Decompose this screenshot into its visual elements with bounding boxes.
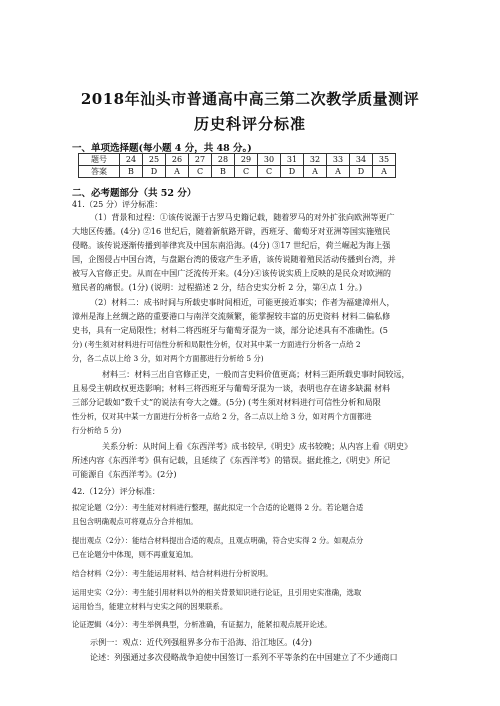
document-title: 2018年汕头市普通高中高三第二次教学质量测评: [80, 90, 420, 108]
answer-cell: B: [212, 166, 235, 178]
text-line: 史书，具有一定局限性；材料二将西班牙与葡萄牙混为一谈，部分论述具有不准确性。(5: [72, 325, 388, 335]
question-cell: 31: [281, 154, 304, 166]
answer-cell: C: [189, 166, 212, 178]
text-line: 国，企图侵占中国台湾，与盘踞台湾的倭寇产生矛盾，该传说随着殖民活动传播到台湾，并: [72, 254, 396, 264]
rubric-line: 提出观点（2分）：能结合材料提出合适的观点，且观点明确，符合史实得 2 分。如观点分: [72, 536, 364, 545]
answer-table-question-row: [79, 154, 396, 166]
text-line: 殖民者的痛恨。(1分) (说明：过程描述 2 分，结合史实分析 2 分，第④点 1 分。): [72, 282, 363, 292]
text-line: 可能源自《东西洋考》。(2分): [72, 469, 177, 479]
question-cell: 27: [189, 154, 212, 166]
question-cell: 32: [304, 154, 327, 166]
answer-cell: D: [143, 166, 166, 178]
answer-cell: A: [327, 166, 350, 178]
text-line: 论述：列强通过多次侵略战争迫使中国签订一系列不平等条约在中国建立了不少通商口: [90, 652, 398, 662]
rubric-line: 运用恰当，能建立材料与史实之间的因果联系。: [72, 602, 228, 611]
document-subtitle: 历史科评分标准: [193, 115, 306, 133]
question-cell: 35: [373, 154, 396, 166]
text-line: 42.（12分）评分标准：: [72, 486, 160, 496]
text-line: （1）背景和过程：①该传说源于古罗马史籍记载，随着罗马的对外扩张向欧洲等更广: [90, 212, 395, 222]
scoring-note-line: 分) (考生须对材料进行可信性分析和局限性分析，仅对其中某一方面进行分析各一点给 2: [72, 340, 361, 349]
text-line: 所述内容《东西洋考》俱有记载，且延续了《东西洋考》的错误。据此推之,《明史》所记: [72, 455, 391, 465]
scoring-note-line: 行分析给 5 分): [72, 426, 122, 435]
answer-cell: C: [235, 166, 258, 178]
rubric-line: 且包含明确观点可将观点分合并相加。: [72, 517, 198, 526]
text-line: 漳州是海上丝绸之路的重要港口与南洋交流频繁，能掌握较丰富的历史资料 材料二偏私修: [72, 311, 391, 321]
question-cell: 25: [143, 154, 166, 166]
rubric-line: 运用史实（2分）：考生能引用材料以外的相关背景知识进行论证，且引用史实准确，选取: [72, 588, 362, 597]
question-cell: 29: [235, 154, 258, 166]
text-line: 关系分析：从时间上看《东西洋考》成书较早,《明史》成书较晚；从内容上看《明史》: [102, 441, 413, 451]
text-line: 大地区传播。(4分) ②16 世纪后，随着新航路开辟，西班牙、葡萄牙对亚洲等国实施殖民: [72, 226, 391, 236]
answer-cell: A: [373, 166, 396, 178]
scoring-note-line: 性分析，仅对其中某一方面进行分析各一点给 2 分，各二点以上给 3 分，如对两个方面都进: [72, 412, 372, 421]
section-heading-2: 二、必考题部分（共 52 分）: [72, 188, 197, 199]
question-cell: 26: [166, 154, 189, 166]
rubric-line: 拟定论题（2分）：考生能对材料进行整理，据此拟定一个合适的论题得 2 分。若论题合适: [72, 503, 364, 512]
text-line: 41.（25 分）评分标准：: [72, 199, 163, 209]
table-header-cell: 题号: [79, 154, 120, 166]
answer-cell: C: [258, 166, 281, 178]
text-line: 侵略。该传说逐渐传播到菲律宾及中国东南沿海。(4分) ③17 世纪后，荷兰崛起为海上强: [72, 240, 391, 250]
text-line: （2）材料二：成书时间与所载史事时间相近，可能更接近事实；作者为福建漳州人，: [90, 297, 395, 307]
answer-cell: D: [350, 166, 373, 178]
answer-table: [78, 153, 396, 178]
answer-table-answer-row: [79, 166, 396, 178]
text-line: 材料三：材料三出自官修正史，一般而言史料价值更高；材料三距所载史事时间较远，: [102, 369, 410, 379]
question-cell: 33: [327, 154, 350, 166]
question-cell: 34: [350, 154, 373, 166]
question-cell: 24: [120, 154, 143, 166]
table-header-cell: 答案: [79, 166, 120, 178]
rubric-line: 结合材料（2分）：考生能运用材料、结合材料进行分析说明。: [72, 569, 273, 578]
rubric-line: 论证逻辑（4分）：考生举例典型，分析准确，有证据力，能紧扣观点展开论述。: [72, 620, 332, 629]
question-cell: 28: [212, 154, 235, 166]
rubric-line: 已在论题分中体现，则不再重复追加。: [72, 550, 198, 559]
text-line: 三部分记载如“数千丈”的说法有夸大之嫌。(5分) (考生须对材料进行可信性分析和局限: [72, 397, 381, 407]
scoring-note-line: 分，各二点以上给 3 分，如对两个方面都进行分析给 5 分): [72, 354, 264, 363]
text-line: 且易受主朝政权更迭影响；材料三将西班牙与葡萄牙混为一谈，表明也存在诸多缺漏 材料: [72, 383, 391, 393]
answer-cell: D: [281, 166, 304, 178]
question-cell: 30: [258, 154, 281, 166]
answer-cell: B: [120, 166, 143, 178]
answer-cell: A: [166, 166, 189, 178]
text-line: 示例一：观点：近代列强租界多分布于沿海、沿江地区。(4分): [90, 637, 312, 647]
answer-cell: A: [304, 166, 327, 178]
section-heading-1: 一、单项选择题(每小题 4 分，共 48 分。): [72, 143, 252, 154]
text-line: 被写入官修正史。从而在中国广泛流传开来。(4分)④该传说实质上反映的是民众对欧洲的: [72, 268, 392, 278]
